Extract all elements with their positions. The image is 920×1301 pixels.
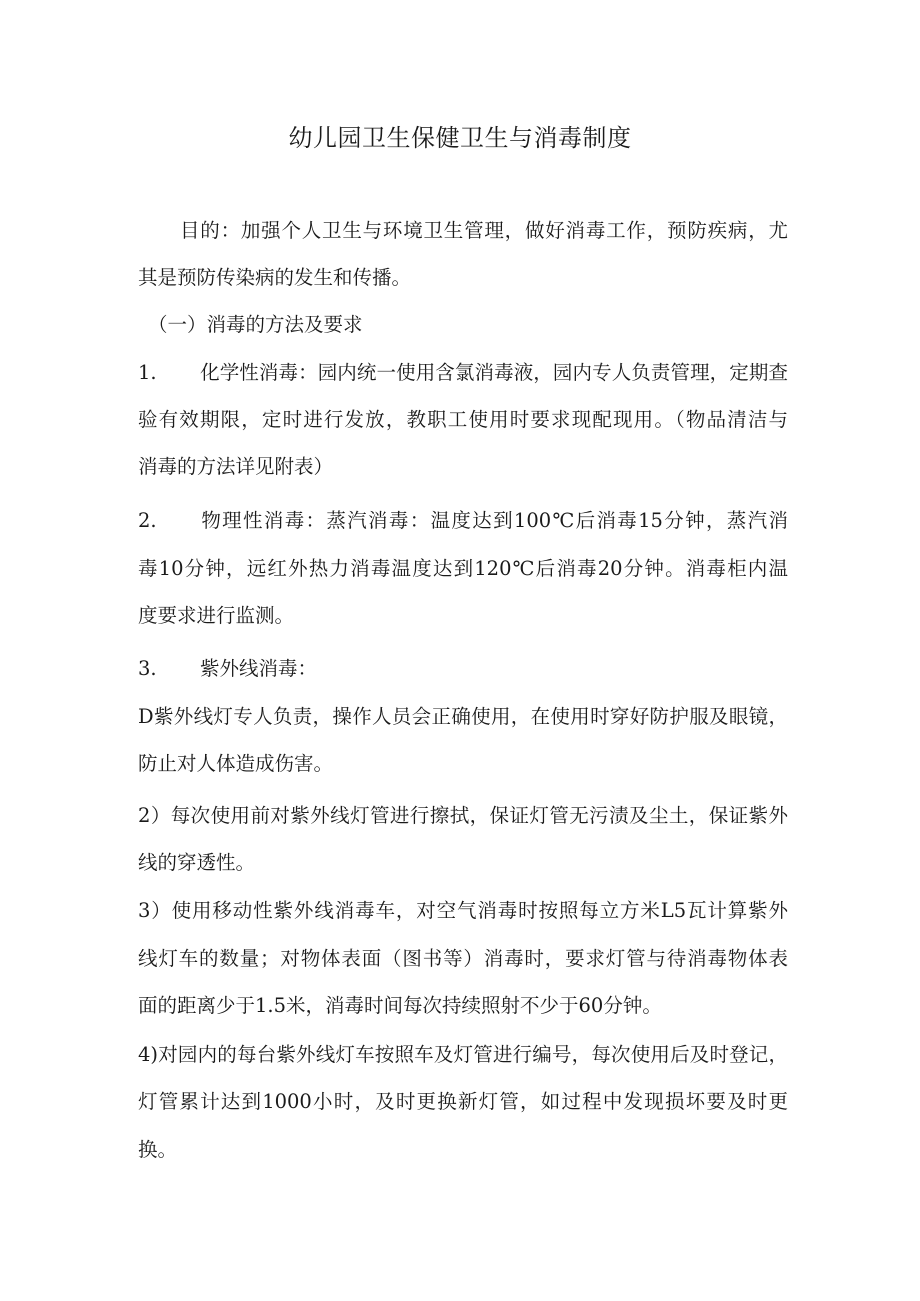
list-item-text: 物理性消毒：蒸汽消毒：温度达到100℃后消毒15分钟，蒸汽消 <box>200 509 788 532</box>
paragraph-line: 其是预防传染病的发生和传播。 <box>138 266 412 289</box>
paragraph-line: 面的距离少于1.5米，消毒时间每次持续照射不少于60分钟。 <box>138 994 662 1017</box>
paragraph-line: 消毒的方法详见附表） <box>138 455 334 478</box>
list-item-line <box>138 508 788 534</box>
paragraph-line: 4)对园内的每台紫外线灯车按照车及灯管进行编号，每次使用后及时登记， <box>138 1043 788 1066</box>
page-title: 幼儿园卫生保健卫生与消毒制度 <box>288 124 632 152</box>
paragraph-line: 防止对人体造成伤害。 <box>138 752 334 775</box>
paragraph-line: 目的：加强个人卫生与环境卫生管理，做好消毒工作，预防疾病，尤 <box>180 219 788 242</box>
paragraph-line: D紫外线灯专人负责，操作人员会正确使用，在使用时穿好防护服及眼镜， <box>138 705 788 728</box>
paragraph-line: 线灯车的数量；对物体表面（图书等）消毒时，要求灯管与待消毒物体表 <box>138 947 788 970</box>
list-number: 3. <box>138 657 157 680</box>
list-item-text: 紫外线消毒： <box>200 657 318 680</box>
paragraph-line: 毒10分钟，远红外热力消毒温度达到120℃后消毒20分钟。消毒柜内温 <box>138 557 788 580</box>
paragraph-line: 2）每次使用前对紫外线灯管进行擦拭，保证灯管无污渍及尘土，保证紫外 <box>138 804 788 827</box>
list-number: 1. <box>138 361 157 384</box>
paragraph-line: 验有效期限，定时进行发放，教职工使用时要求现配现用。（物品清洁与 <box>138 408 788 431</box>
paragraph-line: 换。 <box>138 1138 178 1161</box>
paragraph-line: 灯管累计达到1000小时，及时更换新灯管，如过程中发现损坏要及时更 <box>138 1090 788 1113</box>
paragraph-line: 度要求进行监测。 <box>138 604 295 627</box>
section-heading: （一）消毒的方法及要求 <box>148 313 363 336</box>
list-item-text: 化学性消毒：园内统一使用含氯消毒液，园内专人负责管理，定期查 <box>200 361 788 384</box>
paragraph-line: 线的穿透性。 <box>138 851 256 874</box>
list-number: 2. <box>138 509 157 532</box>
list-item-line <box>138 360 788 386</box>
list-item-line <box>138 656 788 682</box>
paragraph-line: 3）使用移动性紫外线消毒车，对空气消毒时按照每立方米L5瓦计算紫外 <box>138 899 788 922</box>
